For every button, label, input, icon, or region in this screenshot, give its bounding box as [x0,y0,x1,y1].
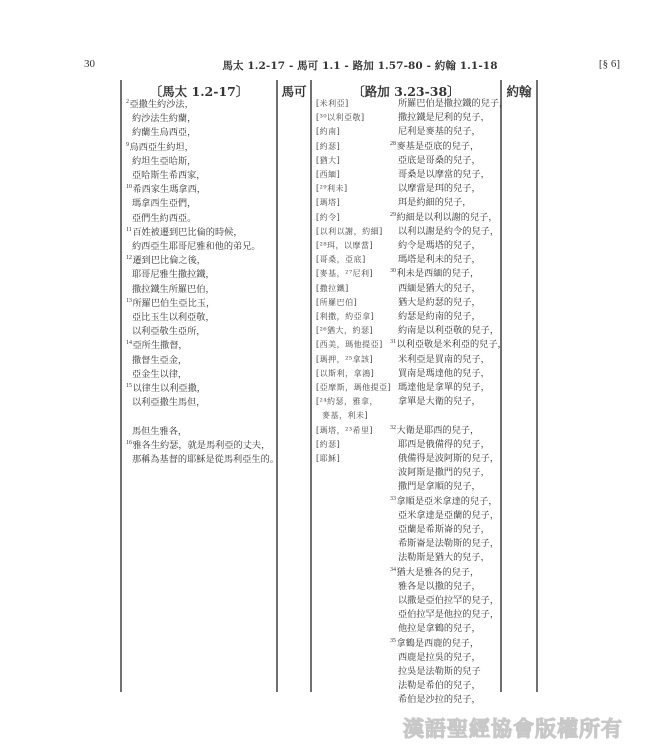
verse-number: 13 [126,297,132,304]
verse-line: 約坦生亞哈斯， [132,155,197,167]
verse-line: $^{35}$拿鶴是西鹿的兒子， [390,637,480,649]
luke-bracket-note: [米利亞] [316,99,349,108]
luke-bracket-note: [利撒，約亞拿] [316,312,375,321]
verse-line: 瑪塔是利未的兒子， [398,254,481,266]
verse-line: 法勒是希伯的兒子， [398,680,481,692]
luke-bracket-note: [瑪塔] [316,198,341,208]
luke-bracket-note: [猶大] [316,155,341,165]
verse-line: 約沙法生約蘭， [132,113,197,125]
column-divider [536,80,538,692]
column-divider [500,80,502,692]
verse-number: 29 [390,211,396,218]
verse-line: $^{10}$希西家生瑪拿西， [126,184,206,196]
verse-number: 35 [390,637,396,644]
page-header [0,58,650,78]
verse-line: $^{16}$雅各生約瑟，就是馬利亞的丈夫， [126,439,271,451]
verse-number: 28 [390,140,396,147]
verse-line: 以利以謝是約令的兒子， [398,225,500,237]
luke-bracket-note: [以斯利，拿鴻] [316,368,375,378]
verse-line: 俄備得是波阿斯的兒子， [398,453,500,464]
verse-line: 撒拉鐵生所羅巴伯， [132,283,215,295]
verse-line: 所羅巴伯是撒拉鐵的兒子， [398,98,509,109]
verse-number: 14 [126,340,132,347]
copyright-watermark: 漢語聖經協會版權所有 [403,717,623,741]
verse-line: 撒拉鐵是尼利的兒子， [398,112,490,124]
verse-line: $^9$烏西亞生約坦， [126,141,194,153]
verse-line: 他拉是拿鶴的兒子， [398,623,481,635]
verse-line: 亞米拿達是亞蘭的兒子， [398,509,500,521]
luke-bracket-note: [³⁰以利亞敬] [316,113,365,123]
verse-number: 10 [126,184,132,191]
verse-number: 12 [126,255,132,262]
verse-line: 拉吳是法勒斯的兒子 [398,666,481,677]
luke-bracket-note: [²⁹利未] [316,184,348,194]
verse-line: 以利亞撒生馬但， [132,397,206,409]
luke-bracket-note: [瑪押，²⁵拿該] [316,354,374,364]
luke-bracket-note: [所羅巴伯] [316,297,358,307]
verse-line: 瑪達他是拿單的兒子， [398,382,490,393]
verse-line: 耶西是俄備得的兒子， [398,438,490,450]
verse-line: 買南是瑪達他的兒子， [398,367,490,379]
column-heading-john: 約翰 [506,84,532,99]
luke-bracket-note: [²⁴約瑟，雅拿， [316,397,379,407]
verse-line: 拿單是大衛的兒子， [398,396,481,408]
verse-line: 波阿斯是撒門的兒子， [398,467,490,479]
verse-line: 雅各是以撒的兒子， [398,580,481,592]
verse-line: 馬但生雅各， [132,425,188,437]
verse-line: 猶大是約瑟的兒子， [398,296,481,308]
verse-line: 珥是約細的兒子， [398,197,472,209]
column-heading-mark: 馬可 [281,84,307,99]
verse-line: 希伯是沙拉的兒子， [398,694,481,706]
luke-bracket-note: [哥桑，亞底] [316,255,366,265]
verse-line: 尼利是麥基的兒子， [398,126,481,138]
verse-line: 以摩當是珥的兒子， [398,183,481,195]
section-number: [§ 6] [598,58,620,70]
verse-line: 約南是以利亞敬的兒子， [398,325,500,337]
verse-number: 30 [390,268,396,275]
verse-line: 約令是瑪塔的兒子， [398,240,481,251]
verse-line: $^{12}$遷到巴比倫之後， [126,255,206,267]
column-heading-matthew: 〔馬太 1.2-17〕 [149,84,249,99]
verse-line: $^{11}$百姓被遷到巴比倫的時候， [126,226,243,238]
luke-bracket-note: [麥基，²⁷尼利] [316,269,374,279]
luke-bracket-note: [約令] [316,212,341,222]
column-heading-luke: 〔路加 3.23-38〕 [352,84,460,99]
verse-number: 34 [390,566,396,573]
verse-line: $^{14}$亞所生撒督， [126,340,188,352]
luke-bracket-note: [約瑟] [316,141,341,151]
column-divider [276,80,278,692]
verse-number: 33 [390,495,396,502]
verse-number: 16 [126,439,132,446]
verse-number: 15 [126,382,132,389]
verse-line: 亞金生以律， [132,368,188,380]
verse-line: $^{31}$以利亞敬是米利亞的兒子， [390,339,507,351]
luke-bracket-note: [西緬] [316,170,341,179]
column-divider [310,80,312,692]
verse-line: 以撒是亞伯拉罕的兒子， [398,595,500,606]
column-divider [120,80,122,692]
verse-line: 耶哥尼雅生撒拉鐵， [132,269,215,281]
verse-line: 那稱為基督的耶穌是從馬利亞生的。 [132,454,279,465]
luke-bracket-note: 麥基，利未] [322,411,369,421]
verse-line: 希斯崙是法勒斯的兒子， [398,538,500,550]
verse-line: 哥桑是以摩當的兒子， [398,169,490,180]
verse-line: 西鹿是拉吳的兒子， [398,651,481,663]
verse-line: 亞蘭是希斯崙的兒子， [398,524,490,535]
verse-line: $^{29}$約細是以利以謝的兒子， [390,211,498,223]
verse-number: 11 [126,226,132,233]
verse-line: $^2$亞撒生約沙法， [126,98,194,110]
verse-line: $^{13}$所羅巴伯生亞比玉， [126,297,216,309]
verse-number: 32 [390,424,396,431]
verse-line: $^{33}$拿順是亞米拿達的兒子， [390,495,498,507]
luke-bracket-note: [亞摩斯，瑪他提亞] [316,383,392,392]
verse-line: 約瑟是約南的兒子， [398,311,481,322]
running-title: 馬太 1.2-17 - 馬可 1.1 - 路加 1.57-80 - 約翰 1.1-18 [222,60,498,72]
verse-number: 2 [126,98,129,105]
verse-number: 31 [390,339,396,346]
luke-bracket-note: [撒拉鐵] [316,283,349,293]
verse-line: $^{30}$利未是西緬的兒子， [390,268,480,280]
luke-bracket-note: [約瑟] [316,439,341,449]
verse-line: 法勒斯是猶大的兒子， [398,552,490,564]
verse-line: 約西亞生耶哥尼雅和他的弟兄。 [132,241,261,252]
luke-bracket-note: [瑪塔，²³希里] [316,425,374,435]
verse-line: $^{28}$麥基是亞底的兒子， [390,140,480,152]
verse-line: 亞哈斯生希西家， [132,170,206,181]
luke-bracket-note: [約南] [316,127,341,137]
verse-line: $^{34}$猶大是雅各的兒子， [390,566,480,578]
verse-line: $^{15}$以律生以利亞撒， [126,382,206,394]
verse-line: $^{32}$大衛是耶西的兒子， [390,424,480,436]
verse-line: 撒門是拿順的兒子， [398,481,481,493]
verse-line: 以利亞敬生亞所， [132,326,206,338]
verse-line: 亞底是哥桑的兒子， [398,154,481,166]
verse-line: 西緬是猶大的兒子， [398,282,481,294]
verse-line: 約蘭生烏西亞， [132,127,197,139]
luke-bracket-note: [²⁶猶大，約瑟] [316,326,374,336]
verse-number: 9 [126,141,129,148]
luke-bracket-note: [²⁸珥，以摩當] [316,241,374,250]
page-number: 30 [84,58,95,70]
luke-bracket-note: [耶穌] [316,454,341,463]
verse-line: 亞們生約西亞。 [132,212,197,224]
luke-bracket-note: [以利以謝，約細] [316,226,383,236]
verse-line: 亞比玉生以利亞敬， [132,312,215,323]
verse-line: 米利亞是買南的兒子， [398,353,490,365]
verse-line: 瑪拿西生亞們， [132,198,197,210]
luke-bracket-note: [西美，瑪他提亞] [316,340,383,350]
verse-line: 亞伯拉罕是他拉的兒子， [398,609,500,621]
verse-line: 撒督生亞金， [132,354,188,366]
